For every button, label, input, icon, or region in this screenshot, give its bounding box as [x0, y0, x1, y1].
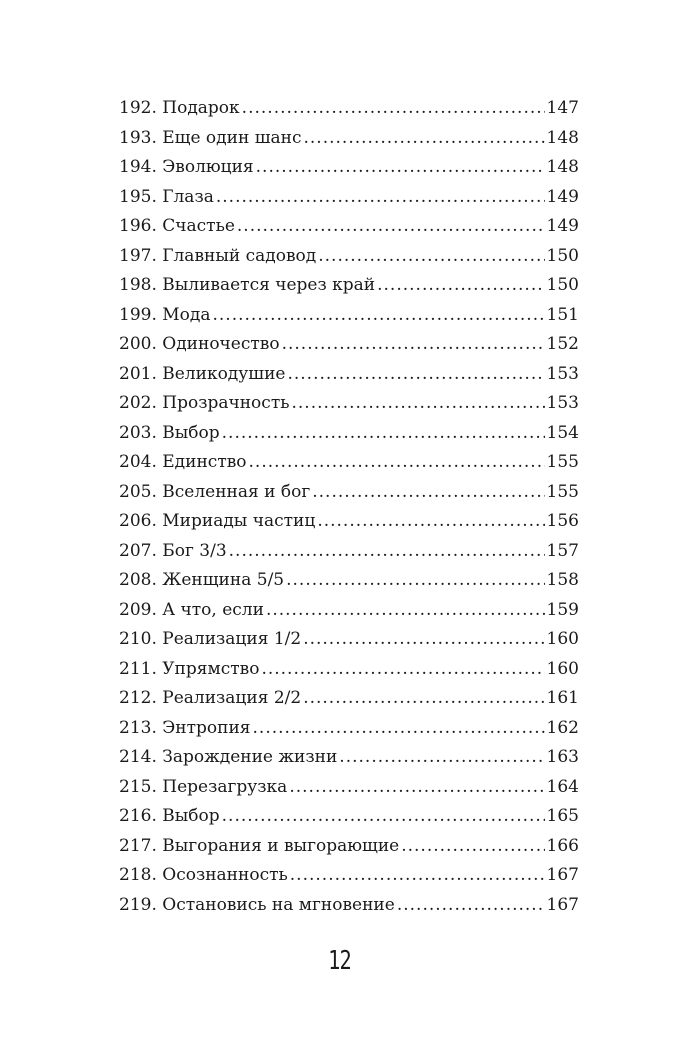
toc-title: 201. Великодушие	[119, 363, 286, 384]
toc-entry	[119, 507, 579, 537]
toc-page: 157	[546, 540, 579, 561]
toc-title: 200. Одиночество	[119, 334, 280, 354]
toc-page: 160	[546, 658, 579, 679]
toc-title: 206. Мириады частиц	[119, 511, 316, 531]
toc-leader	[303, 684, 544, 714]
toc-title: 210. Реализация 1/2	[119, 629, 302, 649]
toc-leader	[287, 360, 544, 390]
toc-title: 209. А что, если	[119, 599, 264, 620]
toc-entry	[119, 153, 579, 183]
toc-page: 151	[546, 304, 579, 325]
toc-entry	[119, 625, 579, 655]
toc-leader	[222, 802, 545, 832]
toc-title: 195. Глаза	[119, 186, 214, 207]
toc-entry	[119, 743, 579, 773]
toc-entry	[119, 94, 579, 124]
toc-title: 211. Упрямство	[119, 658, 260, 679]
toc-entry	[119, 832, 579, 862]
toc-leader	[261, 655, 544, 685]
toc-leader	[256, 153, 545, 183]
toc-entry	[119, 330, 579, 360]
toc-leader	[397, 891, 545, 921]
toc-page: 160	[546, 629, 579, 649]
toc-leader	[266, 596, 545, 626]
toc-entry	[119, 773, 579, 803]
toc-title: 203. Выбор	[119, 422, 220, 443]
toc-leader	[303, 625, 544, 655]
toc-page: 167	[546, 894, 579, 915]
toc-page: 153	[546, 393, 579, 413]
toc-leader	[286, 566, 544, 596]
toc-leader	[291, 389, 544, 419]
toc-leader	[318, 242, 544, 272]
toc-title: 216. Выбор	[119, 806, 220, 826]
toc-page: 153	[546, 363, 579, 384]
toc-page: 158	[546, 570, 579, 590]
toc-title: 213. Энтропия	[119, 717, 251, 738]
toc-title: 202. Прозрачность	[119, 393, 290, 413]
toc-leader	[339, 743, 544, 773]
toc-page: 159	[546, 599, 579, 620]
toc-leader	[213, 301, 545, 331]
toc-entry	[119, 389, 579, 419]
toc-entry	[119, 183, 579, 213]
table-of-contents	[119, 94, 579, 920]
toc-page: 155	[546, 481, 579, 502]
toc-page: 162	[546, 717, 579, 738]
toc-leader	[317, 507, 544, 537]
toc-page: 156	[546, 511, 579, 531]
toc-page: 148	[546, 157, 579, 177]
toc-page: 152	[546, 334, 579, 354]
toc-title: 208. Женщина 5/5	[119, 570, 285, 590]
toc-leader	[304, 124, 545, 154]
toc-title: 205. Вселенная и бог	[119, 481, 311, 502]
toc-page: 167	[546, 865, 579, 885]
toc-leader	[249, 448, 545, 478]
toc-entry	[119, 448, 579, 478]
toc-title: 218. Осознанность	[119, 865, 288, 885]
toc-entry	[119, 301, 579, 331]
toc-entry	[119, 212, 579, 242]
toc-page: 150	[546, 245, 579, 266]
toc-leader	[242, 94, 545, 124]
toc-leader	[312, 478, 544, 508]
toc-leader	[401, 832, 544, 862]
toc-entry	[119, 891, 579, 921]
toc-entry	[119, 802, 579, 832]
toc-entry	[119, 537, 579, 567]
toc-entry	[119, 242, 579, 272]
toc-leader	[289, 773, 544, 803]
toc-page: 161	[546, 688, 579, 708]
toc-page: 165	[546, 806, 579, 826]
toc-page: 147	[546, 98, 579, 118]
toc-leader	[253, 714, 545, 744]
toc-title: 194. Эволюция	[119, 157, 254, 177]
toc-entry	[119, 478, 579, 508]
toc-title: 197. Главный садовод	[119, 245, 317, 266]
toc-entry	[119, 596, 579, 626]
toc-entry	[119, 124, 579, 154]
toc-entry	[119, 714, 579, 744]
toc-title: 215. Перезагрузка	[119, 776, 288, 797]
toc-leader	[216, 183, 545, 213]
toc-title: 207. Бог 3/3	[119, 540, 227, 561]
toc-entry	[119, 419, 579, 449]
toc-page: 155	[546, 452, 579, 472]
toc-leader	[229, 537, 545, 567]
toc-title: 219. Остановись на мгновение	[119, 894, 395, 915]
toc-title: 198. Выливается через край	[119, 275, 376, 295]
toc-entry	[119, 684, 579, 714]
toc-title: 204. Единство	[119, 452, 247, 472]
toc-page: 154	[546, 422, 579, 443]
toc-leader	[222, 419, 545, 449]
toc-page: 164	[546, 776, 579, 797]
toc-entry	[119, 271, 579, 301]
toc-title: 217. Выгорания и выгорающие	[119, 835, 400, 856]
toc-leader	[377, 271, 544, 301]
toc-entry	[119, 566, 579, 596]
toc-page: 149	[546, 186, 579, 207]
page-number: 12	[328, 946, 351, 976]
toc-entry	[119, 861, 579, 891]
toc-page: 150	[546, 275, 579, 295]
toc-title: 193. Еще один шанс	[119, 127, 302, 148]
toc-entry	[119, 655, 579, 685]
toc-title: 214. Зарождение жизни	[119, 747, 338, 767]
toc-leader	[282, 330, 545, 360]
toc-page: 166	[546, 835, 579, 856]
toc-title: 192. Подарок	[119, 98, 240, 118]
toc-title: 196. Счастье	[119, 216, 235, 236]
toc-page: 149	[546, 216, 579, 236]
toc-title: 199. Мода	[119, 304, 211, 325]
toc-title: 212. Реализация 2/2	[119, 688, 302, 708]
toc-page: 148	[546, 127, 579, 148]
toc-leader	[237, 212, 545, 242]
toc-entry	[119, 360, 579, 390]
toc-page: 163	[546, 747, 579, 767]
toc-leader	[290, 861, 545, 891]
